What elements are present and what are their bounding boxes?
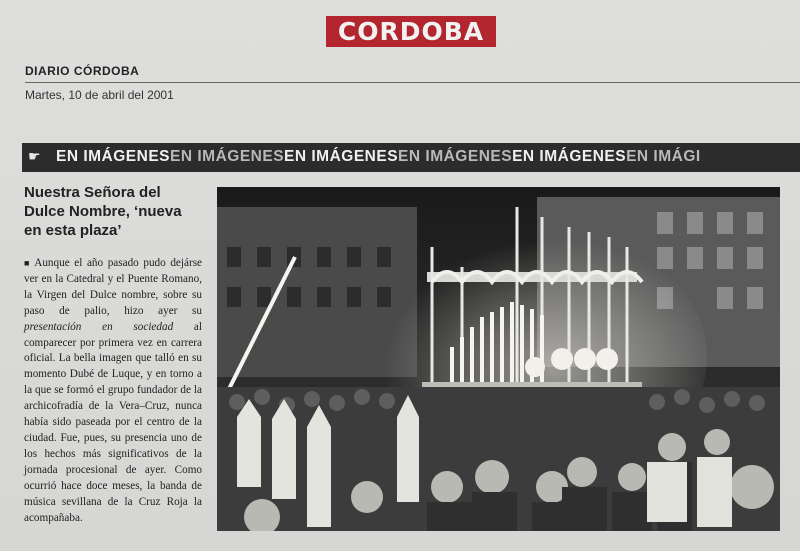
section-label: EN IMÁGENES [512,148,627,165]
section-label-repeat [56,148,701,166]
newspaper-logo [326,16,496,47]
section-label-tail: EN IMÁGI [626,148,701,165]
article-body [24,256,202,526]
article-headline: Nuestra Señora del Dulce Nombre, ‘nueva en esta plaza’ [24,184,182,239]
section-banner [22,143,800,172]
header-rule [25,82,800,83]
section-label: EN IMÁGENES [56,148,171,165]
procession-photo-drawing [217,187,780,531]
section-label: EN IMÁGENES [284,148,399,165]
body-text-italic: presentación en sociedad [24,320,174,333]
paper-name: DIARIO CÓRDOBA [25,64,140,78]
issue-date: Martes, 10 de abril del 2001 [25,88,174,102]
section-label: EN IMÁGENES [398,148,513,165]
bullet-square-icon: ■ [24,258,32,268]
body-text-part: al comparecer por primera vez en carrera oficial. La bella imagen que talló en su momento Dubé de Luque, y en torno a la que se formó el grupo fundador de la archicofradía de la Vera–Cruz, nunca había sido paseada por el centro de la ciudad. Fue, pues, su presencia uno de los hechos más significativos de la jornada procesional de ayer. Como ocurrió hace doce meses, la banda de música sevillana de la Cruz Roja la acompañaba. [24,320,203,524]
procession-photo [217,187,780,531]
logo-text: CORDOBA [337,17,485,46]
body-text-part: Aunque el año pasado pudo dejárse ver en la Catedral y el Puente Romano, la Virgen del Dulce nombre, sobre su paso de palio, hizo ayer su [24,257,203,317]
section-label: EN IMÁGENES [170,148,285,165]
pointing-hand-icon: ☛ [28,148,41,164]
